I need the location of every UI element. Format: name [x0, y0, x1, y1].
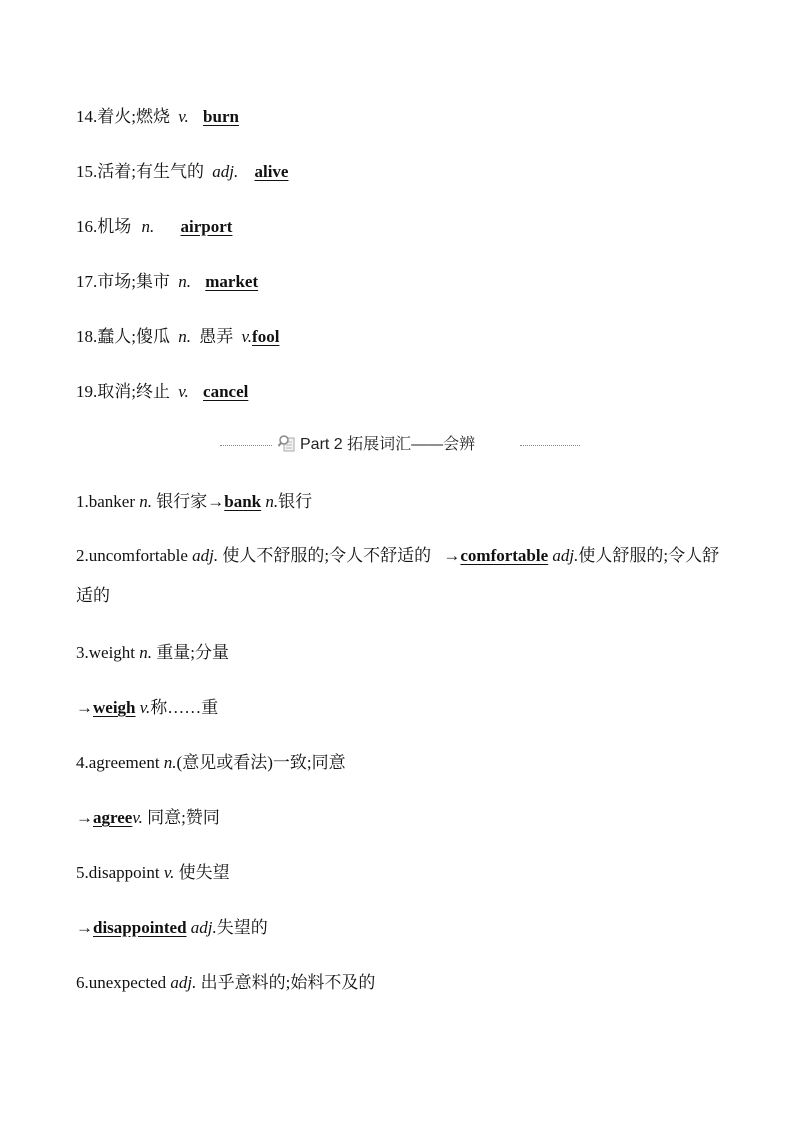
item-pos-2: n.	[265, 492, 279, 511]
item-meaning-2: 称……重	[150, 698, 219, 717]
item-pos: n.	[139, 643, 153, 662]
item-pos: n.	[178, 327, 191, 346]
vocab-item	[76, 972, 375, 994]
arrow: →	[76, 698, 93, 717]
item-word: 4.agreement	[76, 753, 160, 772]
item-number: 19.	[76, 382, 98, 401]
item-pos-2: v.	[241, 327, 253, 346]
vocab-derived	[76, 917, 268, 939]
vocab-item	[76, 536, 726, 616]
item-answer: cancel	[203, 382, 249, 401]
item-number: 16.	[76, 217, 98, 236]
item-pos: n.	[139, 492, 153, 511]
item-word: 6.unexpected	[76, 973, 167, 992]
item-meaning: 着火;燃烧	[97, 107, 170, 126]
arrow: →	[443, 546, 461, 565]
item-answer: market	[205, 272, 259, 291]
item-pos: n.	[163, 753, 177, 772]
vocab-derived	[76, 807, 220, 829]
item-answer: alive	[254, 162, 289, 181]
vocab-item	[76, 326, 279, 348]
vocab-item	[76, 106, 239, 128]
item-number: 18.	[76, 327, 98, 346]
header-rule-right	[520, 445, 580, 446]
vocab-item	[76, 216, 232, 238]
item-meaning: 取消;终止	[97, 382, 170, 401]
section-header	[220, 433, 580, 457]
header-rule-left	[220, 445, 272, 446]
item-meaning-2: 银行	[278, 492, 313, 511]
item-answer: bank	[224, 492, 262, 511]
item-word: 5.disappoint	[76, 863, 160, 882]
item-meaning: 重量;分量	[156, 643, 230, 662]
item-meaning: 市场;集市	[97, 272, 170, 291]
vocab-item	[76, 491, 312, 513]
item-pos-2: v.	[139, 698, 151, 717]
item-pos: n.	[141, 217, 155, 236]
item-answer: agree	[93, 808, 133, 827]
item-pos-2: adj.	[190, 918, 217, 937]
vocab-derived	[76, 697, 218, 719]
item-answer: weigh	[93, 698, 136, 717]
item-meaning: 蠢人;傻瓜	[97, 327, 170, 346]
item-meaning-2: 使人舒服的;令人舒适的	[76, 546, 720, 605]
vocab-item	[76, 271, 258, 293]
item-word: 3.weight	[76, 643, 136, 662]
item-answer: airport	[180, 217, 233, 236]
item-word: 2.uncomfortable	[76, 546, 188, 565]
item-answer: fool	[252, 327, 280, 346]
item-meaning: 机场	[97, 217, 132, 236]
vocab-item	[76, 862, 230, 884]
item-meaning: 使人不舒服的;令人不舒适的	[222, 546, 432, 565]
item-meaning: 出乎意料的;始料不及的	[200, 973, 376, 992]
item-pos: adj.	[212, 162, 239, 181]
item-number: 14.	[76, 107, 98, 126]
item-meaning-2: 同意;赞同	[147, 808, 220, 827]
item-pos-2: v.	[132, 808, 143, 827]
section-title: Part 2 拓展词汇——会辨	[300, 436, 476, 453]
section-title-wrap	[278, 433, 475, 457]
item-pos: adj.	[192, 546, 219, 565]
item-meaning: 银行家	[156, 492, 208, 511]
item-meaning: 活着;有生气的	[97, 162, 204, 181]
item-meaning: 使失望	[178, 863, 230, 882]
item-word: 1.banker	[76, 492, 136, 511]
vocab-item	[76, 161, 288, 183]
vocab-item	[76, 381, 248, 403]
item-answer: burn	[203, 107, 239, 126]
item-pos-2: adj.	[552, 546, 579, 565]
item-meaning: (意见或看法)一致;同意	[176, 753, 346, 772]
item-pos: v.	[178, 107, 189, 126]
item-number: 15.	[76, 162, 98, 181]
arrow: →	[76, 808, 93, 827]
magnifier-paper-icon	[278, 434, 296, 452]
item-number: 17.	[76, 272, 98, 291]
item-answer: disappointed	[93, 918, 187, 937]
item-pos: adj.	[170, 973, 197, 992]
item-extra-meaning: 愚弄	[199, 327, 234, 346]
vocab-item	[76, 642, 229, 664]
item-meaning-2: 失望的	[216, 918, 268, 937]
arrow: →	[76, 918, 93, 937]
arrow: →	[207, 492, 225, 511]
vocab-item	[76, 752, 346, 774]
item-pos: v.	[178, 382, 189, 401]
item-answer: comfortable	[460, 546, 549, 565]
item-pos: v.	[163, 863, 175, 882]
item-pos: n.	[178, 272, 191, 291]
